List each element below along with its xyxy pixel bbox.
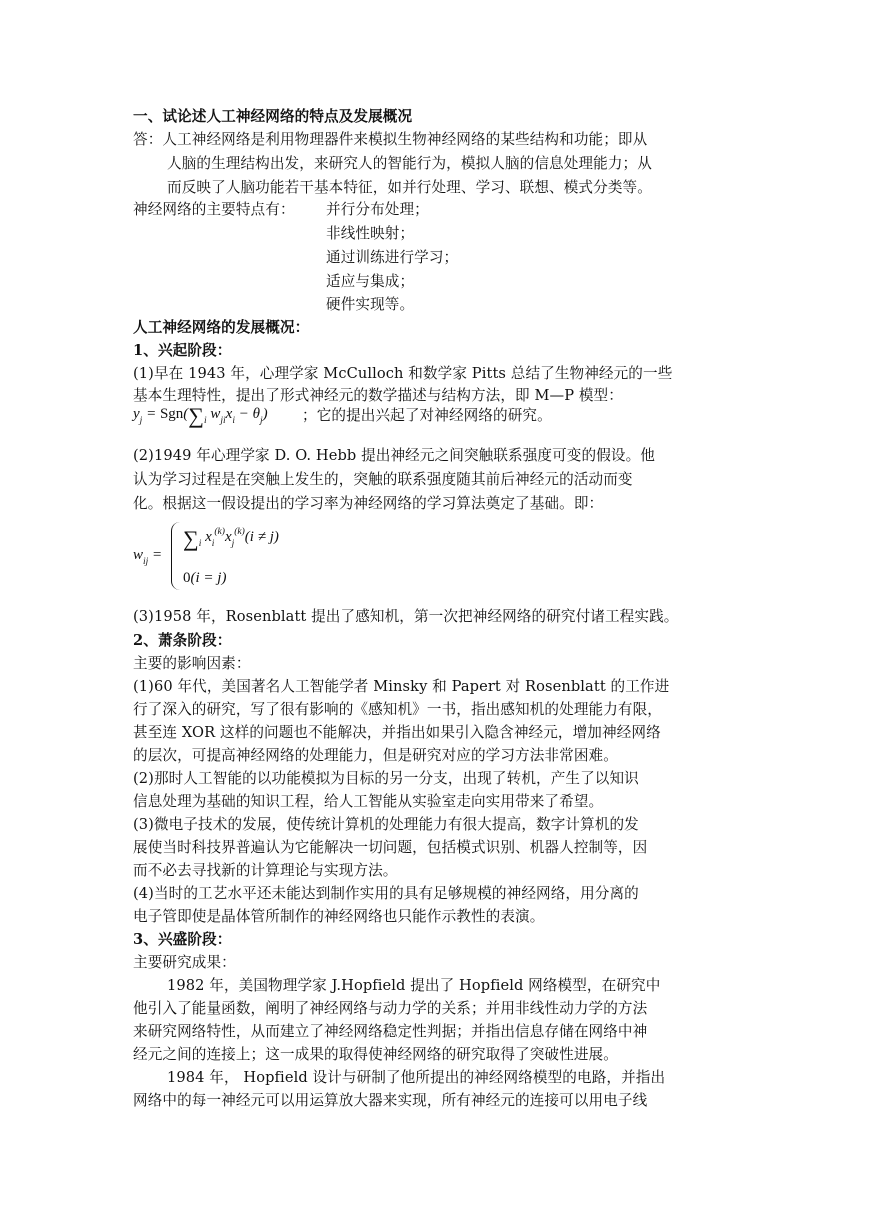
stage-3-title: 3、兴盛阶段： (133, 931, 232, 948)
stage1-p1-line-1: (1)早在 1943 年，心理学家 McCulloch 和数学家 Pitts 总结了生物神经元的一些 (133, 365, 673, 382)
stage2-p3-line-1: (3)微电子技术的发展，使传统计算机的处理能力有很大提高，数字计算机的发 (133, 816, 639, 833)
answer-line-2: 人脑的生理结构出发，来研究人的智能行为，模拟人脑的信息处理能力；从 (167, 155, 652, 172)
answer-line-1: 答：人工神经网络是利用物理器件来模拟生物神经网络的某些结构和功能；即从 (133, 131, 648, 148)
features-intro: 神经网络的主要特点有： (133, 201, 295, 218)
stage2-intro: 主要的影响因素： (133, 655, 251, 672)
stage2-p4-line-1: (4)当时的工艺水平还未能达到制作实用的具有足够规模的神经网络，用分离的 (133, 885, 639, 902)
development-title: 人工神经网络的发展概况： (133, 319, 310, 336)
stage1-p1-line-2: 基本生理特性，提出了形式神经元的数学描述与结构方法，即 M—P 模型： (133, 387, 623, 404)
hebb-formula-lhs: $w_{ij}$ = (133, 547, 163, 567)
stage2-p1-line-4: 的层次，可提高神经网络的处理能力，但是研究对应的学习方法非常困难。 (133, 747, 618, 764)
feature-item: 并行分布处理； (326, 201, 429, 218)
stage3-p1-line-3: 来研究网络特性，从而建立了神经网络稳定性判据；并指出信息存储在网络中神 (133, 1023, 648, 1040)
mp-model-formula: $y_j = Sgn(\sum_i$ $w_{ji}x_i - \theta_j$) (133, 403, 268, 428)
stage1-p2-line-2: 认为学习过程是在突触上发生的，突触的联系强度随其前后神经元的活动而变 (133, 471, 633, 488)
stage3-p2-line-2: 网络中的每一神经元可以用运算放大器来实现，所有神经元的连接可以用电子线 (133, 1092, 648, 1109)
hebb-formula-case-1: $\sum_i$ $x_i^{(k)}x_j^{(k)}(i \ne j)$ (183, 526, 279, 551)
hebb-formula-brace (171, 522, 180, 590)
hebb-formula-case-2: 0(i = j) (183, 570, 227, 586)
feature-item: 适应与集成； (326, 273, 415, 290)
stage2-p3-line-3: 而不必去寻找新的计算理论与实现方法。 (133, 862, 398, 879)
stage1-p3: (3)1958 年，Rosenblatt 提出了感知机，第一次把神经网络的研究付诸工程实践。 (133, 608, 679, 625)
feature-item: 硬件实现等。 (326, 296, 415, 313)
answer-line-3: 而反映了人脑功能若干基本特征，如并行处理、学习、联想、模式分类等。 (167, 179, 652, 196)
stage3-p1-line-1: 1982 年，美国物理学家 J.Hopfield 提出了 Hopfield 网络模型，在研究中 (167, 977, 661, 994)
stage2-p4-line-2: 电子管即使是晶体管所制作的神经网络也只能作示教性的表演。 (133, 908, 545, 925)
feature-item: 非线性映射； (326, 225, 415, 242)
stage1-p2-line-3: 化。根据这一假设提出的学习率为神经网络的学习算法奠定了基础。即： (133, 495, 604, 512)
feature-item: 通过训练进行学习； (326, 249, 459, 266)
stage2-p1-line-2: 行了深入的研究，写了很有影响的《感知机》一书，指出感知机的处理能力有限， (133, 701, 662, 718)
stage3-p2-line-1: 1984 年， Hopfield 设计与研制了他所提出的神经网络模型的电路，并指出 (167, 1069, 666, 1086)
stage2-p2-line-2: 信息处理为基础的知识工程，给人工智能从实验室走向实用带来了希望。 (133, 793, 604, 810)
stage-1-title: 1、兴起阶段： (133, 342, 232, 359)
stage1-p2-line-1: (2)1949 年心理学家 D. O. Hebb 提出神经元之间突触联系强度可变的假设。他 (133, 447, 655, 464)
stage2-p2-line-1: (2)那时人工智能的以功能模拟为目标的另一分支，出现了转机，产生了以知识 (133, 770, 639, 787)
stage-2-title: 2、萧条阶段： (133, 632, 232, 649)
stage2-p1-line-1: (1)60 年代，美国著名人工智能学者 Minsky 和 Papert 对 Rosenblatt 的工作进 (133, 678, 670, 695)
stage1-p1-tail: ；它的提出兴起了对神经网络的研究。 (302, 407, 552, 424)
stage2-p3-line-2: 展使当时科技界普遍认为它能解决一切问题，包括模式识别、机器人控制等，因 (133, 839, 648, 856)
section-1-title: 一、试论述人工神经网络的特点及发展概况 (133, 108, 413, 125)
stage3-p1-line-2: 他引入了能量函数，阐明了神经网络与动力学的关系；并用非线性动力学的方法 (133, 1000, 648, 1017)
stage3-intro: 主要研究成果： (133, 954, 236, 971)
stage3-p1-line-4: 经元之间的连接上；这一成果的取得使神经网络的研究取得了突破性进展。 (133, 1046, 618, 1063)
stage2-p1-line-3: 甚至连 XOR 这样的问题也不能解决，并指出如果引入隐含神经元，增加神经网络 (133, 724, 661, 741)
